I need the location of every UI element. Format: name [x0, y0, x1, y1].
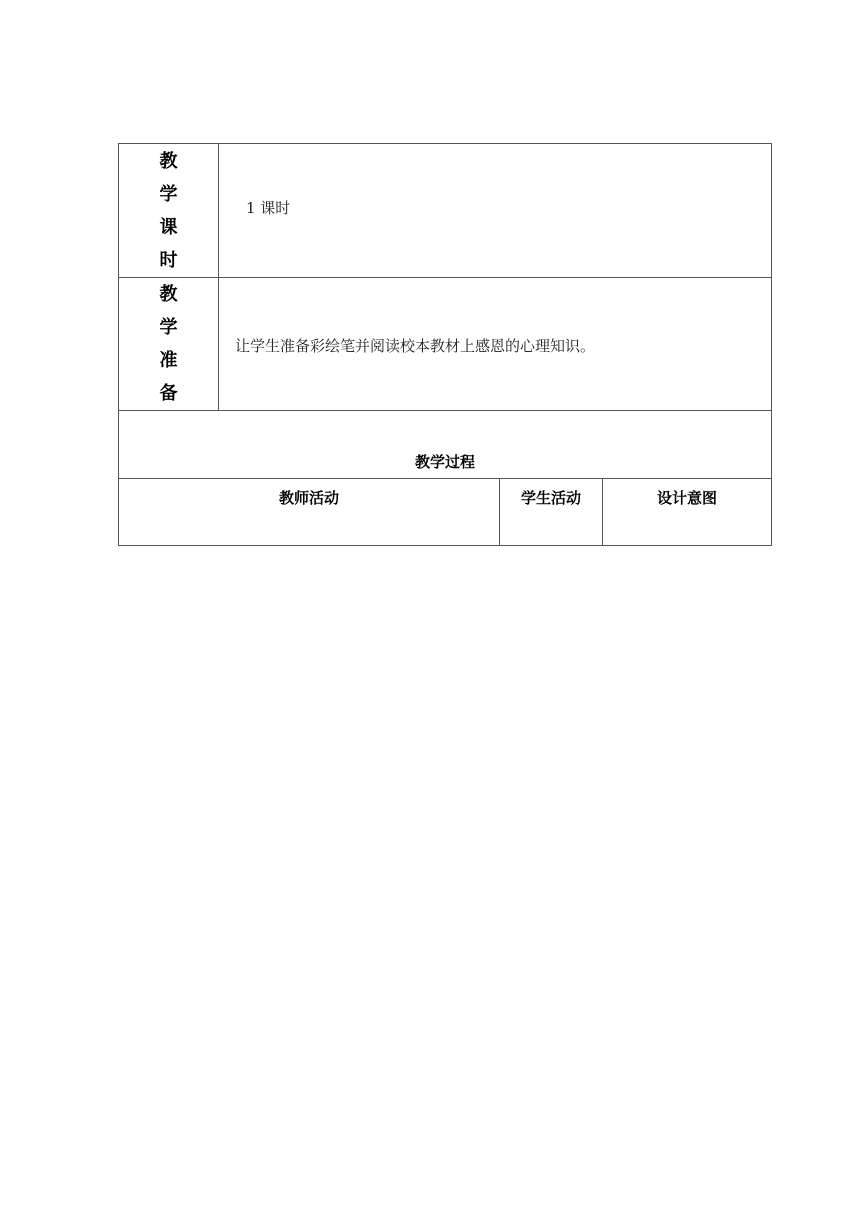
lesson-hours-label	[119, 144, 219, 278]
label-char: 教	[159, 284, 178, 305]
process-columns-row	[119, 479, 772, 546]
label-char: 备	[159, 383, 178, 404]
label-char: 学	[159, 317, 178, 338]
student-activity-header: 学生活动	[500, 479, 603, 546]
lesson-hours-row	[119, 144, 772, 278]
lesson-prep-label	[119, 278, 219, 411]
lesson-prep-row	[119, 278, 772, 411]
design-intent-header: 设计意图	[603, 479, 772, 546]
label-char: 准	[159, 350, 178, 371]
label-char: 教	[159, 150, 178, 172]
lesson-hours-value: 1 课时	[246, 198, 291, 217]
label-char: 时	[159, 249, 178, 271]
process-title: 教学过程	[119, 411, 772, 479]
teacher-activity-header: 教师活动	[119, 479, 500, 546]
lesson-prep-value: 让学生准备彩绘笔并阅读校本教材上感恩的心理知识。	[235, 337, 596, 355]
lesson-prep-value-cell	[219, 278, 772, 411]
label-char: 学	[159, 183, 178, 205]
label-char: 课	[159, 216, 178, 238]
process-title-row	[119, 411, 772, 479]
lesson-plan-table	[118, 143, 772, 546]
lesson-hours-value-cell	[219, 144, 772, 278]
